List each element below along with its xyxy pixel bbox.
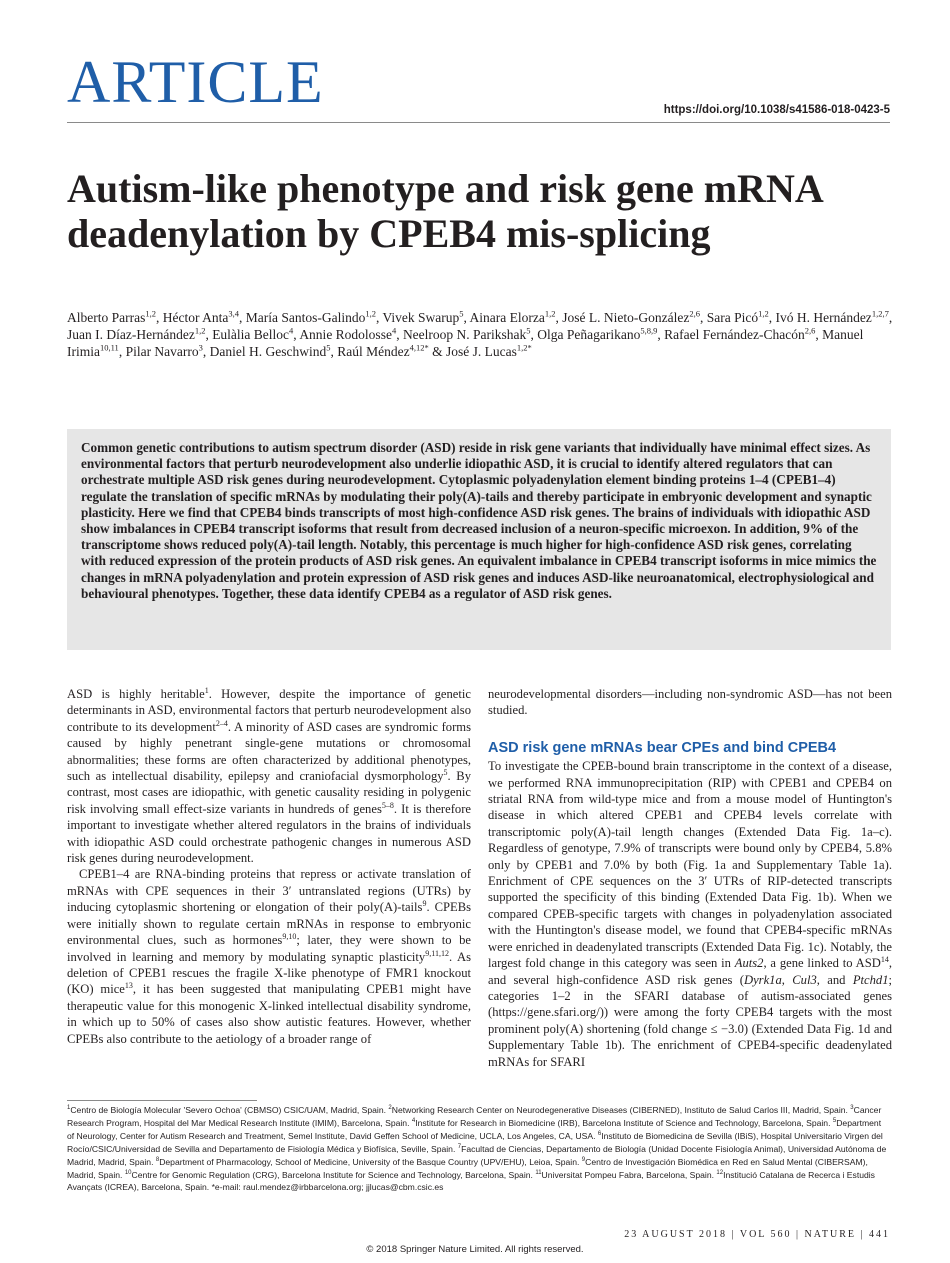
affiliation-number: 11 bbox=[535, 1169, 542, 1176]
citation-ref[interactable]: 9 bbox=[422, 899, 427, 909]
text-run: ; later, they were shown to be involved in learning and memory by modulating synaptic plasticity bbox=[67, 933, 471, 964]
author[interactable] bbox=[210, 344, 331, 359]
body-column-left bbox=[67, 686, 471, 1047]
text-run: . However, despite the importance of genetic determinants in ASD, environmental factors that perturb neurodevelopment also contribute to its development bbox=[67, 687, 471, 734]
doi-link[interactable]: https://doi.org/10.1038/s41586-018-0423-5 bbox=[663, 104, 890, 116]
article-type-label: ARTICLE bbox=[67, 49, 324, 115]
author-name: Raúl Méndez bbox=[337, 344, 410, 359]
body-paragraph-4 bbox=[488, 758, 892, 1070]
author-affiliation: 1,2* bbox=[516, 342, 532, 353]
citation-ref[interactable]: 14 bbox=[880, 954, 889, 964]
text-run: , it has been suggested that manipulating CPEB1 might have therapeutic value for this monogenic X-linked intellectual disability syndrome, in which up to 50% of cases also show autistic features. However, whether CPEBs also contribute to the aetiology of a broader range of bbox=[67, 982, 471, 1046]
gene-name: Dyrk1a bbox=[744, 972, 782, 987]
text-run: . By contrast, most cases are idiopathic, with genetic causality residing in polygenic risk involving small effect-size variants in hundreds of genes bbox=[67, 769, 471, 816]
author-list: Alberto Parras$^{1,2}$, Héctor Anta$^{3,4}$, María Santos-Galindo$^{1,2}$, Vivek Swarup$^5$, Ainara Elorza$^{1,2}$, José L. Nieto-González$^{2,6}$, Sara Picó$^{1,2}$, Ivó H. Hernández$^{1,2,7}$, Juan I. Díaz-Hernández$^{1,2}$, Eulàlia Belloc$^4$, Annie Rodolosse$^4$, Neelroop N. Parikshak$^5$, Olga Peñagarikano$^{5,8,9}$, Rafael Fernández-Chacón$^{2,6}$, Manuel Irimia$^{10,11}$, Pilar Navarro$^3$, Daniel H. Geschwind$^5$, Raúl Méndez$^{4,12*}$ & José J. Lucas$^{1,2*}$ bbox=[67, 308, 893, 359]
affiliation-text: Facultad de Ciencias, Departamento de Biología (Unidad Docente Fisiología Animal), Universidad Autónoma de Madrid, Madrid, Spain. bbox=[67, 1143, 887, 1167]
affiliation-number: 12 bbox=[716, 1169, 724, 1176]
text-run: CPEB1–4 are RNA-binding proteins that repress or activate translation of mRNAs with CPE sequences in their 3′ untranslated regions (UTRs) by inducing cytoplasmic shortening or elongation of their poly(A)-tails bbox=[67, 867, 471, 915]
author[interactable] bbox=[337, 344, 428, 359]
author-name: Annie Rodolosse bbox=[299, 327, 392, 342]
author[interactable] bbox=[163, 310, 239, 325]
author-name: María Santos-Galindo bbox=[245, 310, 366, 325]
affiliation-text: Cancer Research Program, Hospital del Mar Medical Research Institute (IMIM), Barcelona, Spain. bbox=[67, 1105, 882, 1128]
affiliation-number: 9 bbox=[581, 1156, 586, 1163]
affiliation-text: Networking Research Center on Neurodegenerative Diseases (CIBERNED), Instituto de Salud Carlos III, Madrid, Spain. bbox=[391, 1105, 851, 1115]
citation-ref[interactable]: 9,10 bbox=[282, 931, 297, 941]
author-name: Alberto Parras bbox=[67, 310, 146, 325]
affiliation-number: 3 bbox=[850, 1105, 854, 1112]
section-heading: ASD risk gene mRNAs bear CPEs and bind CPEB4 bbox=[488, 739, 837, 756]
affiliation-text: Centro de Biología Molecular 'Severo Ochoa' (CBMSO) CSIC/UAM, Madrid, Spain. bbox=[70, 1105, 389, 1115]
author-name: Daniel H. Geschwind bbox=[209, 344, 327, 359]
affiliation-number: 5 bbox=[832, 1118, 837, 1125]
header-rule bbox=[67, 122, 890, 123]
text-run: , bbox=[781, 972, 793, 987]
body-paragraph-2 bbox=[67, 866, 471, 1046]
gene-name: Ptchd1 bbox=[852, 972, 889, 987]
author-name: Juan I. Díaz-Hernández bbox=[67, 327, 195, 342]
author-affiliation: 5 bbox=[326, 342, 331, 353]
author-name: Eulàlia Belloc bbox=[212, 327, 290, 342]
author-name: Pilar Navarro bbox=[125, 344, 199, 359]
author-name: Ivó H. Hernández bbox=[775, 310, 872, 325]
author[interactable] bbox=[382, 310, 463, 325]
author-affiliation: 1,2,7 bbox=[871, 308, 889, 319]
author-affiliation: 3 bbox=[198, 342, 203, 353]
author[interactable] bbox=[707, 310, 769, 325]
citation-ref[interactable]: 2–4 bbox=[215, 718, 228, 728]
author[interactable] bbox=[562, 310, 700, 325]
author-affiliation: 5 bbox=[459, 308, 464, 319]
author-affiliation: 2,6 bbox=[804, 325, 816, 336]
author-name: Olga Peñagarikano bbox=[537, 327, 641, 342]
text-run: ASD is highly heritable bbox=[67, 687, 205, 701]
copyright-notice: © 2018 Springer Nature Limited. All rights reserved. bbox=[366, 1244, 584, 1255]
affiliation-text: Centro de Investigación Biomédica en Red en Salud Mental (CIBERSAM), Madrid, Spain. bbox=[67, 1156, 868, 1180]
author[interactable] bbox=[664, 327, 815, 342]
author-name: Sara Picó bbox=[706, 310, 759, 325]
affiliation-text: Institute for Research in Biomedicine (IRB), Barcelona Institute of Science and Technology, Barcelona, Spain. bbox=[415, 1117, 833, 1128]
author-affiliation: 4 bbox=[391, 325, 397, 336]
correspondence-email[interactable]: *e-mail: raul.mendez@irbbarcelona.org; jjlucas@cbm.csic.es bbox=[211, 1182, 444, 1193]
affiliation-number: 1 bbox=[67, 1105, 71, 1112]
citation-ref[interactable]: 9,11,12 bbox=[425, 948, 449, 958]
author-name: Héctor Anta bbox=[162, 310, 229, 325]
author[interactable] bbox=[67, 310, 156, 325]
author-affiliation: 2,6 bbox=[689, 308, 700, 319]
author-name: Rafael Fernández-Chacón bbox=[664, 327, 805, 342]
text-run: . CPEBs were initially shown to regulate certain mRNAs in response to embryonic environmental clues, such as hormones bbox=[67, 900, 471, 948]
affiliation-list bbox=[67, 1105, 886, 1192]
body-column-right bbox=[488, 686, 892, 1070]
author-affiliation: 1,2 bbox=[145, 308, 156, 319]
citation-ref[interactable]: 1 bbox=[204, 685, 209, 695]
text-run: , and several high-confidence ASD risk genes ( bbox=[488, 956, 892, 987]
body-paragraph-1 bbox=[67, 686, 471, 866]
author[interactable] bbox=[537, 327, 657, 342]
body-paragraph-3: neurodevelopmental disorders—including non-syndromic ASD—has not been studied. bbox=[488, 687, 892, 718]
author-affiliation: 5 bbox=[526, 325, 531, 336]
author-affiliation: 5,8,9 bbox=[640, 325, 658, 336]
affiliation-text: Department of Pharmacology, School of Medicine, University of the Basque Country (UPV/EHU), Leioa, Spain. bbox=[159, 1156, 582, 1167]
affiliation-text: Instituto de Biomedicina de Sevilla (IBiS), Hospital Universitario Virgen del Rocío/CSIC/Universidad de Sevilla and Departamento de Fisiología Médica y Biofísica, Seville, Spain. bbox=[67, 1130, 883, 1154]
author-name: Ainara Elorza bbox=[469, 310, 545, 325]
page-folio: 23 AUGUST 2018 | VOL 560 | NATURE | 441 bbox=[624, 1229, 890, 1240]
text-run: . As deletion of CPEB1 rescues the fragile X-like phenotype of FMR1 knockout (KO) mice bbox=[67, 949, 471, 997]
author-separator: & bbox=[432, 344, 447, 359]
footnote-rule bbox=[67, 1100, 257, 1101]
author[interactable] bbox=[775, 310, 888, 325]
author[interactable] bbox=[126, 344, 203, 359]
affiliation-number: 6 bbox=[597, 1130, 602, 1137]
author-affiliation: 4 bbox=[289, 325, 294, 336]
citation-ref[interactable]: 13 bbox=[124, 981, 133, 991]
author-affiliation: 1,2 bbox=[758, 308, 769, 319]
affiliation-number: 4 bbox=[411, 1118, 416, 1125]
author-affiliation: 4,12* bbox=[409, 342, 429, 353]
gene-name: Auts2 bbox=[734, 956, 764, 971]
affiliation-text: Institució Catalana de Recerca i Estudis Avançats (ICREA), Barcelona, Spain. bbox=[67, 1169, 875, 1193]
author-affiliation: 3,4 bbox=[228, 308, 239, 319]
citation-ref[interactable]: 5–8 bbox=[381, 800, 394, 810]
author[interactable] bbox=[299, 327, 396, 342]
article-title: Autism-like phenotype and risk gene mRNA deadenylation by CPEB4 mis-splicing bbox=[67, 166, 822, 256]
affiliation-number: 8 bbox=[155, 1156, 160, 1163]
author[interactable] bbox=[67, 327, 205, 342]
author-name: Manuel Irimia bbox=[67, 327, 864, 359]
author-name: José J. Lucas bbox=[446, 344, 517, 359]
affiliation-text: Universitat Pompeu Fabra, Barcelona, Spain. bbox=[541, 1169, 717, 1180]
text-run: , a gene linked to ASD bbox=[763, 956, 881, 971]
author-affiliation: 1,2 bbox=[365, 308, 376, 319]
citation-ref[interactable]: 5 bbox=[443, 767, 448, 777]
text-run: . A minority of ASD cases are syndromic forms caused by highly penetrant single-gene mutations or chromosomal abnormalities; these forms are often characterized by additional phenotypes, such as intellectual disability, epilepsy and craniofacial dysmorphology bbox=[67, 719, 471, 784]
author-name: Vivek Swarup bbox=[382, 310, 460, 325]
affiliation-text: Centre for Genomic Regulation (CRG), Barcelona Institute for Science and Technology, Barcelona, Spain. bbox=[131, 1169, 536, 1180]
author[interactable] bbox=[403, 327, 531, 342]
affiliations-footnote bbox=[67, 1104, 889, 1194]
author[interactable] bbox=[246, 310, 376, 325]
author-affiliation: 1,2 bbox=[544, 308, 556, 319]
text-run: . It is therefore important to investigate whether altered regulators in the brains of individuals with idiopathic ASD could orchestrate pathogenic changes in numerous ASD risk genes during neurodevelopment. bbox=[67, 801, 471, 866]
author[interactable] bbox=[446, 344, 532, 359]
text-run: , and bbox=[816, 972, 853, 987]
abstract-text: Common genetic contributions to autism spectrum disorder (ASD) reside in risk gene variants that individually have minimal effect sizes. As environmental factors that perturb neurodevelopment also underlie idiopathic ASD, it is crucial to identify altered regulators that can orchestrate multiple ASD risk genes during neurodevelopment. Cytoplasmic polyadenylation element binding proteins 1–4 (CPEB1–4) regulate the translation of specific mRNAs by modulating their poly(A)-tails and thereby participate in embryonic development and synaptic plasticity. Here we find that CPEB4 binds transcripts of most high-confidence ASD risk genes. The brains of individuals with idiopathic ASD show imbalances in CPEB4 transcript isoforms that result from decreased inclusion of a neuron-specific microexon. In addition, 9% of the transcriptome shows reduced poly(A)-tail length. Notably, this percentage is much higher for high-confidence ASD risk genes, correlating with reduced expression of the protein products of ASD risk genes. An equivalent imbalance in CPEB4 transcript isoforms in mice mimics the changes in mRNA polyadenylation and protein expression of ASD risk genes and induces ASD-like neuroanatomical, electrophysiological and behavioural phenotypes. Together, these data identify CPEB4 as a regulator of ASD risk genes. bbox=[81, 440, 877, 601]
gene-name: Cul3 bbox=[792, 972, 817, 987]
text-run: ; categories 1–2 in the SFARI database of autism-associated genes (https://gene.sfari.org/)) were among the forty CPEB4 targets with the most prominent poly(A) shortening (fold change ≤ −3.0) (Extended Data Fig. 1d and Supplementary Table 1b). The enrichment of CPEB4-specific deadenylated mRNAs for SFARI bbox=[488, 972, 892, 1069]
author-name: José L. Nieto-González bbox=[562, 310, 690, 325]
author-affiliation: 1,2 bbox=[194, 325, 206, 336]
affiliation-number: 10 bbox=[124, 1169, 132, 1176]
affiliation-number: 7 bbox=[457, 1143, 462, 1150]
author-affiliation: 10,11 bbox=[100, 342, 119, 353]
author[interactable] bbox=[470, 310, 556, 325]
author[interactable] bbox=[212, 327, 293, 342]
author-name: Neelroop N. Parikshak bbox=[402, 327, 527, 342]
affiliation-number: 2 bbox=[388, 1105, 392, 1112]
abstract-box bbox=[67, 429, 891, 650]
affiliation-text: Department of Neurology, Center for Autism Research and Treatment, Semel Institute, David Geffen School of Medicine, UCLA, Los Angeles, CA, USA. bbox=[67, 1117, 882, 1141]
text-run: To investigate the CPEB-bound brain transcriptome in the context of a disease, we performed RNA immunoprecipitation (RIP) with CPEB1 and CPEB4 on striatal RNA from wild-type mice and from a mouse model of Huntington's disease in which altered CPEB1 and CPEB4 levels correlate with transcriptomic poly(A)-tail length changes (Extended Data Fig. 1a–c). Regardless of genotype, 7.9% of transcripts were bound only by CPEB4, 5.8% only by CPEB1 and 7.0% by both (Fig. 1a and Supplementary Table 1a). Enrichment of CPE sequences on the 3′ UTRs of RIP-detected transcripts supported the specificity of this binding (Extended Data Fig. 1b). When we compared CPEB-specific targets with changes in polyadenylation associated with the Huntington's disease model, we found that CPEB4-specific mRNAs were enriched in deadenylated transcripts (Extended Data Fig. 1c). Notably, the largest fold change in this category was seen in bbox=[488, 759, 892, 971]
